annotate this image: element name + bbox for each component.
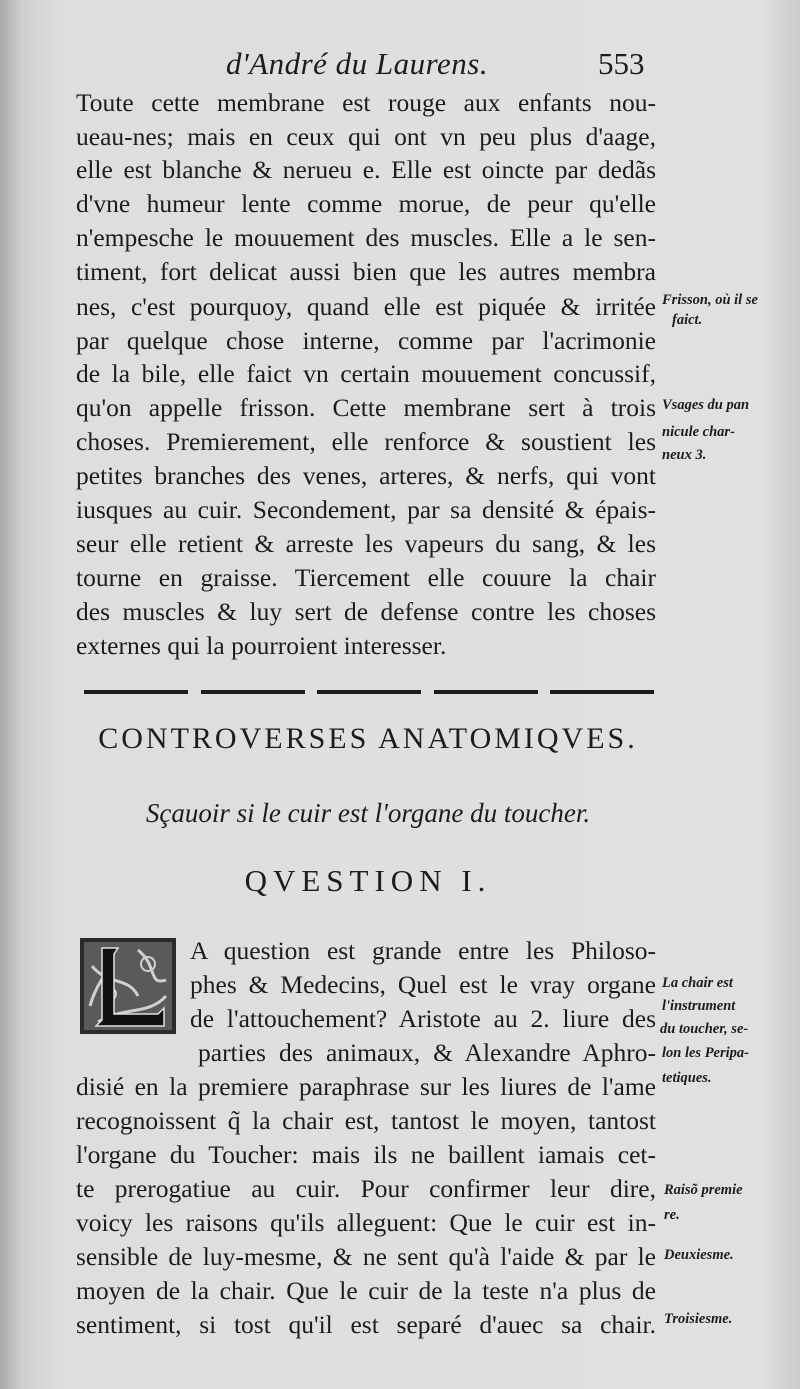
margin-note: La chair est bbox=[662, 975, 733, 991]
margin-note: du toucher, se- bbox=[660, 1021, 749, 1037]
section-divider bbox=[84, 690, 654, 696]
text-line: recognoissent q̃ la chair est, tantost le moyen, tantost bbox=[76, 1106, 656, 1135]
running-head bbox=[0, 46, 800, 86]
margin-note: Raisõ premie bbox=[664, 1182, 743, 1198]
text-line: externes qui la pourroient interesser. bbox=[76, 631, 447, 660]
margin-note: l'instrument bbox=[662, 998, 736, 1014]
text-line: n'empesche le mouuement des muscles. Elle a le sen- bbox=[76, 223, 656, 252]
question-subtitle: Sçauoir si le cuir est l'organe du toucher. bbox=[145, 798, 591, 828]
text-line: voicy les raisons qu'ils alleguent: Que le cuir est in- bbox=[76, 1208, 656, 1237]
margin-note: faict. bbox=[672, 312, 703, 328]
text-line: seur elle retient & arreste les vapeurs du sang, & les bbox=[76, 529, 656, 558]
text-line: A question est grande entre les Philoso- bbox=[190, 936, 656, 965]
text-line: sentiment, si tost qu'il est separé d'auec sa chair. bbox=[76, 1310, 656, 1339]
page-number: 553 bbox=[598, 46, 645, 81]
margin-note: Vsages du pan bbox=[662, 397, 750, 413]
text-line: qu'on appelle frisson. Cette membrane sert à trois bbox=[76, 393, 656, 422]
margin-note: lon les Peripa- bbox=[662, 1045, 749, 1061]
text-line: par quelque chose interne, comme par l'acrimonie bbox=[76, 326, 656, 355]
text-line: phes & Medecins, Quel est le vray organe bbox=[190, 970, 656, 999]
text-line: te prerogatiue au cuir. Pour confirmer leur dire, bbox=[76, 1174, 656, 1203]
margin-note: neux 3. bbox=[662, 447, 707, 463]
text-line: l'organe du Toucher: mais ils ne baillent iamais cet- bbox=[76, 1140, 656, 1169]
margin-note: nicule char- bbox=[662, 424, 735, 440]
text-line: iusques au cuir. Secondement, par sa densité & épais- bbox=[76, 495, 656, 524]
text-line: nes, c'est pourquoy, quand elle est piquée & irritée bbox=[76, 292, 656, 321]
text-line: choses. Premierement, elle renforce & soustient les bbox=[76, 427, 656, 456]
text-line: de la bile, elle faict vn certain mouuement concussif, bbox=[76, 359, 656, 388]
margin-note: tetiques. bbox=[662, 1070, 712, 1086]
text-line: des muscles & luy sert de defense contre les choses bbox=[76, 597, 656, 626]
margin-note: Frisson, où il se bbox=[662, 292, 758, 308]
text-line: parties des animaux, & Alexandre Aphro- bbox=[198, 1038, 656, 1067]
decorated-initial-l-image bbox=[78, 936, 178, 1036]
margin-note: Deuxiesme. bbox=[664, 1247, 734, 1263]
text-line: d'vne humeur lente comme morue, de peur qu'elle bbox=[76, 189, 656, 218]
running-head-title: d'André du Laurens. bbox=[226, 46, 489, 81]
text-line: Toute cette membrane est rouge aux enfants nou- bbox=[76, 88, 656, 117]
text-line: ueau-nes; mais en ceux qui ont vn peu plus d'aage, bbox=[76, 122, 656, 151]
text-line: moyen de la chair. Que le cuir de la teste n'a plus de bbox=[76, 1276, 656, 1305]
text-line: de l'attouchement? Aristote au 2. liure des bbox=[190, 1004, 656, 1033]
margin-note: Troisiesme. bbox=[664, 1311, 733, 1327]
margin-note: re. bbox=[664, 1207, 680, 1223]
text-line: elle est blanche & nerueu e. Elle est oincte par dedãs bbox=[76, 155, 656, 184]
section-title: CONTROVERSES ANATOMIQVES. bbox=[98, 722, 638, 755]
text-line: sensible de luy-mesme, & ne sent qu'à l'aide & par le bbox=[76, 1242, 656, 1271]
question-heading: QVESTION I. bbox=[244, 863, 492, 898]
text-line: tourne en graisse. Tiercement elle couure la chair bbox=[76, 563, 656, 592]
text-line: petites branches des venes, arteres, & nerfs, qui vont bbox=[76, 461, 656, 490]
text-line: timent, fort delicat aussi bien que les autres membra bbox=[76, 257, 656, 286]
text-line: disié en la premiere paraphrase sur les liures de l'ame bbox=[76, 1072, 656, 1101]
